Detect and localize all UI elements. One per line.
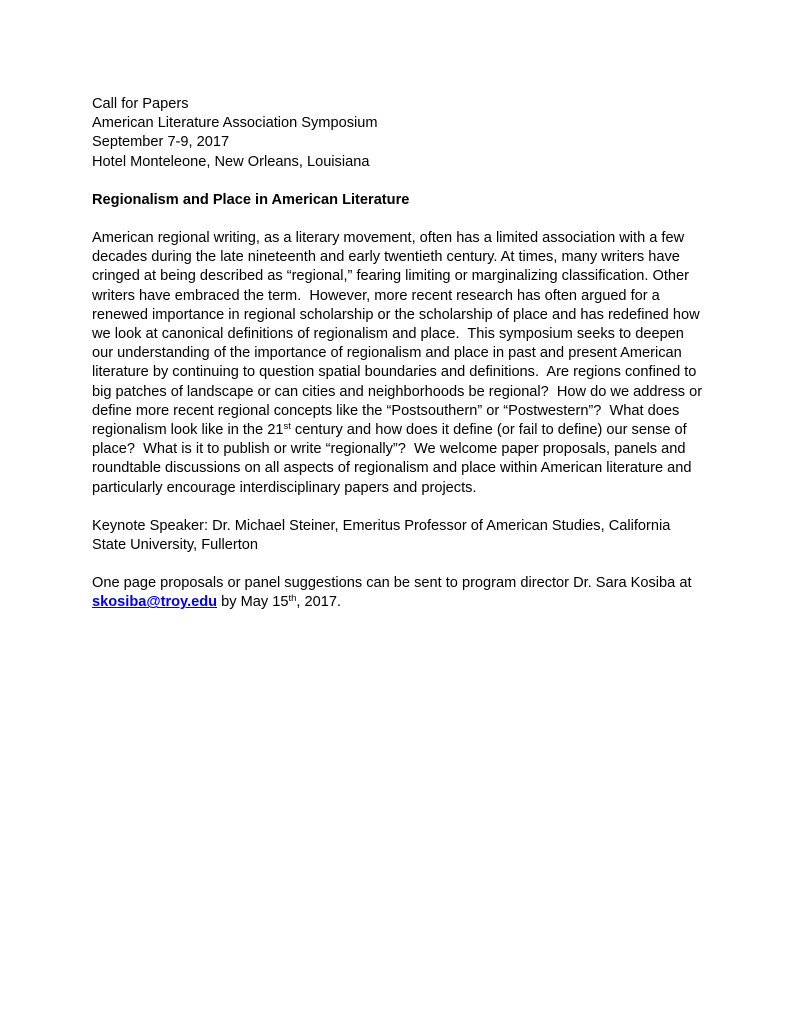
contact-text-part2: by May 15 <box>217 594 289 611</box>
header-line-call-for-papers: Call for Papers <box>92 96 189 112</box>
superscript-st: st <box>283 421 291 433</box>
contact-paragraph <box>92 574 708 612</box>
body-paragraph <box>92 229 708 498</box>
email-link[interactable]: skosiba@troy.edu <box>92 594 218 611</box>
document-title: Regionalism and Place in American Literature <box>92 191 410 208</box>
body-text-part2: century and how does it define (or fail to define) our sense of place? What is it to publish or write “regionally”? We welcome paper proposals, panels and roundtable discussions on all aspects of regionalism and place within American literature and particularly encourage interdisciplinary papers and projects. <box>92 422 696 496</box>
keynote-paragraph: Keynote Speaker: Dr. Michael Steiner, Emeritus Professor of American Studies, California State University, Fullerton <box>92 517 671 554</box>
header-line-venue: Hotel Monteleone, New Orleans, Louisiana <box>92 153 370 170</box>
contact-text-part1: One page proposals or panel suggestions can be sent to program director Dr. Sara Kosiba at <box>92 575 696 592</box>
contact-text-part3: , 2017. <box>296 594 342 611</box>
header-line-organization: American Literature Association Symposium <box>92 115 378 132</box>
document-content <box>92 95 708 632</box>
body-text-part1: American regional writing, as a literary movement, often has a limited association with a few decades during the late nineteenth and early twentieth century. At times, many writers have cringed at being described as “regional,” fearing limiting or marginalizing classification. Other writers have embraced the term. However, more recent research has often argued for a renewed importance in regional scholarship or the scholarship of place and has redefined how we look at canonical definitions of regionalism and place. This symposium seeks to deepen our understanding of the importance of regionalism and place in past and present American literature by continuing to question spatial boundaries and definitions. Are regions confined to big patches of landscape or can cities and neighborhoods be regional? How do we address or define more recent regional concepts like the “Postsouthern” or “Postwestern”? What does regionalism look like in the 21 <box>92 230 707 439</box>
superscript-th: th <box>288 593 297 605</box>
document-header <box>92 95 708 172</box>
header-line-dates: September 7-9, 2017 <box>92 134 230 151</box>
